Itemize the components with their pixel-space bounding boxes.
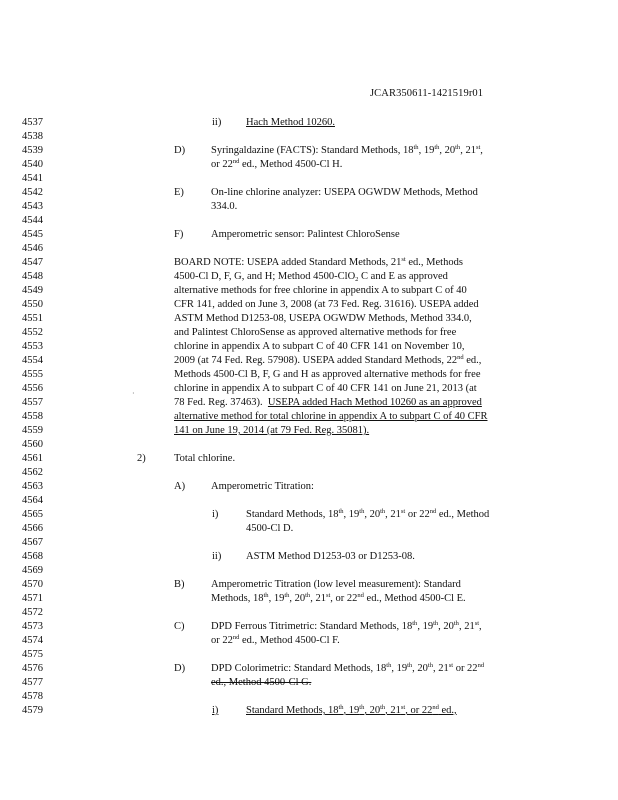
line-number: 4550 xyxy=(22,299,43,310)
board-note-line: 141 on June 19, 2014 (at 79 Fed. Reg. 35081). xyxy=(174,425,370,436)
line-number: 4557 xyxy=(22,397,43,408)
item-dd-line1: DPD Colorimetric: Standard Methods, 18th, 19th, 20th, 21st or 22nd xyxy=(211,662,485,674)
line-number: 4562 xyxy=(22,467,43,478)
line-number: 4555 xyxy=(22,369,43,380)
item-dd-marker: D) xyxy=(174,663,186,674)
board-note-line: ASTM Method D1253-08, USEPA OGWDW Methods, Method 334.0, xyxy=(174,313,472,324)
line-number: 4569 xyxy=(22,565,43,576)
item-c-marker: C) xyxy=(174,621,185,632)
line-number: 4565 xyxy=(22,509,43,520)
line-number: 4538 xyxy=(22,131,43,142)
item-b-line1: Amperometric Titration (low level measurement): Standard xyxy=(211,579,461,590)
line-number: 4556 xyxy=(22,383,43,394)
line-number: 4545 xyxy=(22,229,43,240)
board-note-line: chlorine in appendix A to subpart C of 40 CFR 141 on November 10, xyxy=(174,341,465,352)
board-note-line: CFR 141, added on June 3, 2008 (at 73 Fed. Reg. 31616). USEPA added xyxy=(174,299,479,310)
line-number: 4573 xyxy=(22,621,43,632)
item-dd-line2-struck: ed., Method 4500-Cl G. xyxy=(211,677,312,688)
line-number: 4543 xyxy=(22,201,43,212)
item-b-line2: Methods, 18th, 19th, 20th, 21st, or 22nd ed., Method 4500-Cl E. xyxy=(211,592,466,604)
item-ii-marker: ii) xyxy=(212,117,222,128)
line-number: 4571 xyxy=(22,593,43,604)
line-number: 4564 xyxy=(22,495,43,506)
board-note-line: 4500-Cl D, F, G, and H; Method 4500-ClO$_2$ C and E as approved xyxy=(174,271,448,283)
line-number: 4549 xyxy=(22,285,43,296)
item-a-ii-marker: ii) xyxy=(212,551,222,562)
item-d-marker: D) xyxy=(174,145,186,156)
line-number: 4542 xyxy=(22,187,43,198)
item-ii-text: Hach Method 10260. xyxy=(246,117,335,128)
item-f-marker: F) xyxy=(174,229,184,240)
section-2-marker: 2) xyxy=(137,453,146,464)
item-dd-i-text: Standard Methods, 18th, 19th, 20th, 21st, or 22nd ed., xyxy=(246,704,457,716)
item-a-i-line2: 4500-Cl D. xyxy=(246,523,294,534)
line-number: 4554 xyxy=(22,355,43,366)
item-a-ii-text: ASTM Method D1253-03 or D1253-08. xyxy=(246,551,415,562)
line-number: 4561 xyxy=(22,453,43,464)
line-number: 4551 xyxy=(22,313,43,324)
item-e-line2: 334.0. xyxy=(211,201,238,212)
line-number: 4576 xyxy=(22,663,43,674)
line-number: 4578 xyxy=(22,691,43,702)
line-number: 4566 xyxy=(22,523,43,534)
item-a-i-line1: Standard Methods, 18th, 19th, 20th, 21st or 22nd ed., Method xyxy=(246,508,490,520)
item-dd-i-marker: i) xyxy=(212,705,219,716)
item-d-line2: or 22nd ed., Method 4500-Cl H. xyxy=(211,158,343,170)
line-number: 4568 xyxy=(22,551,43,562)
board-note-line: alternative methods for free chlorine in appendix A to subpart C of 40 xyxy=(174,285,467,296)
item-b-marker: B) xyxy=(174,579,185,590)
line-number: 4539 xyxy=(22,145,43,156)
item-e-line1: On-line chlorine analyzer: USEPA OGWDW Methods, Method xyxy=(211,187,478,198)
line-number: 4548 xyxy=(22,271,43,282)
board-note-line: BOARD NOTE: USEPA added Standard Methods, 21st ed., Methods xyxy=(174,256,463,268)
item-c-line2: or 22nd ed., Method 4500-Cl F. xyxy=(211,634,340,646)
board-note-line: 78 Fed. Reg. 37463). USEPA added Hach Method 10260 as an approved xyxy=(174,397,482,408)
board-note-line: chlorine in appendix A to subpart C of 40 CFR 141 on June 21, 2013 (at xyxy=(174,383,477,394)
line-number: 4572 xyxy=(22,607,43,618)
line-number: 4547 xyxy=(22,257,43,268)
item-f-text: Amperometric sensor: Palintest ChloroSense xyxy=(211,229,400,240)
item-a-text: Amperometric Titration: xyxy=(211,481,314,492)
item-e-marker: E) xyxy=(174,187,184,198)
line-number: 4552 xyxy=(22,327,43,338)
line-number: 4537 xyxy=(22,117,43,128)
line-number: 4563 xyxy=(22,481,43,492)
item-a-i-marker: i) xyxy=(212,509,219,520)
line-number: 4558 xyxy=(22,411,43,422)
section-2-title: Total chlorine. xyxy=(174,453,236,464)
line-number: 4567 xyxy=(22,537,43,548)
line-number: 4575 xyxy=(22,649,43,660)
line-number: 4546 xyxy=(22,243,43,254)
board-note-line: and Palintest ChloroSense as approved alternative methods for free xyxy=(174,327,457,338)
line-number: 4559 xyxy=(22,425,43,436)
line-number: 4540 xyxy=(22,159,43,170)
line-number: 4541 xyxy=(22,173,43,184)
line-number: 4577 xyxy=(22,677,43,688)
line-number: 4570 xyxy=(22,579,43,590)
document-id-header: JCAR350611-1421519r01 xyxy=(370,88,484,99)
item-c-line1: DPD Ferrous Titrimetric: Standard Methods, 18th, 19th, 20th, 21st, xyxy=(211,620,482,632)
board-note-line: alternative method for total chlorine in appendix A to subpart C of 40 CFR xyxy=(174,411,488,422)
line-number: 4544 xyxy=(22,215,43,226)
board-note-line: 2009 (at 74 Fed. Reg. 57908). USEPA added Standard Methods, 22nd ed., xyxy=(174,354,482,366)
item-d-line1: Syringaldazine (FACTS): Standard Methods, 18th, 19th, 20th, 21st, xyxy=(211,144,483,156)
item-a-marker: A) xyxy=(174,481,186,492)
board-note-line: Methods 4500-Cl B, F, G and H as approved alternative methods for free xyxy=(174,369,481,380)
line-number: 4574 xyxy=(22,635,43,646)
line-number: 4560 xyxy=(22,439,43,450)
margin-mark: · xyxy=(132,389,135,398)
line-number: 4579 xyxy=(22,705,43,716)
line-number: 4553 xyxy=(22,341,43,352)
